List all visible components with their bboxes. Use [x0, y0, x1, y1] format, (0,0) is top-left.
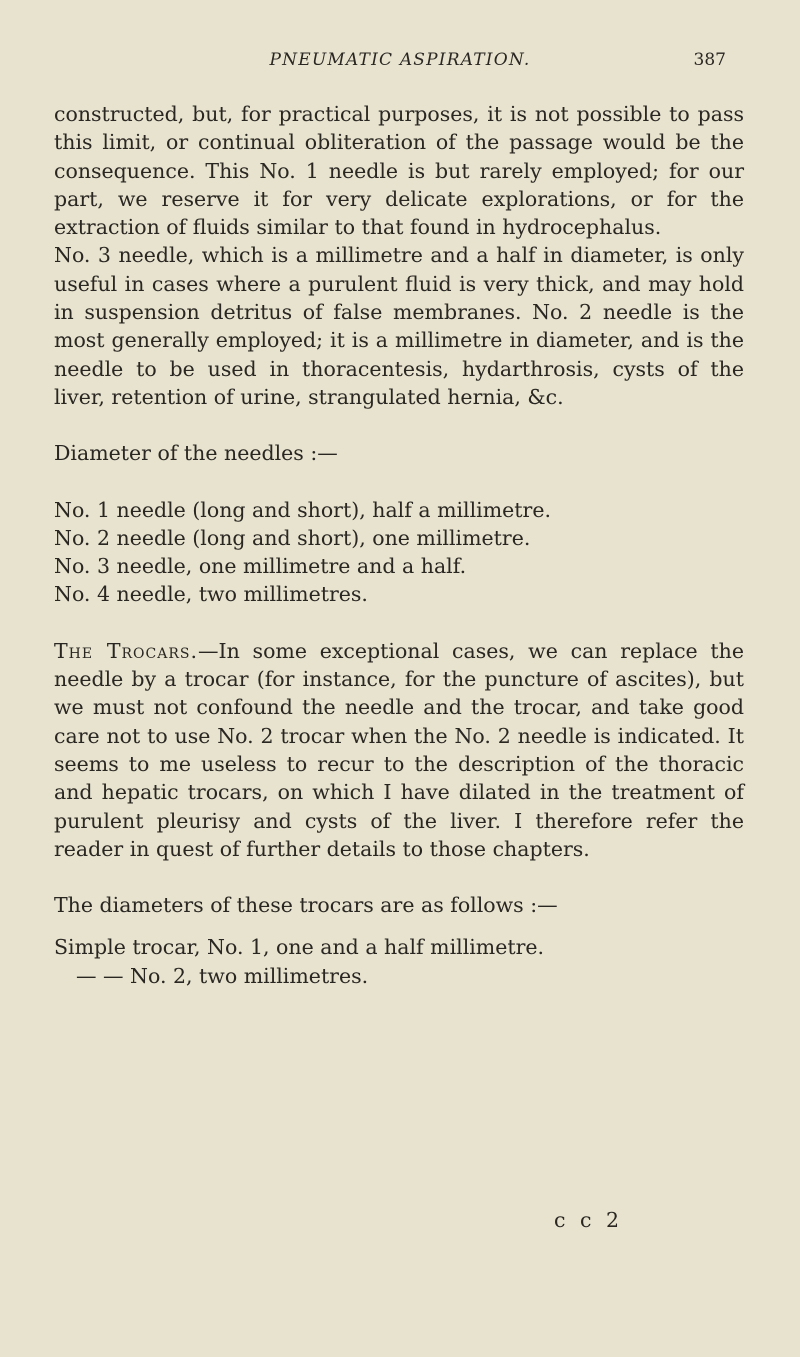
running-title: PNEUMATIC ASPIRATION.: [269, 50, 531, 70]
spacer: [54, 411, 744, 439]
body-text: [54, 100, 744, 990]
list-item: No. 1 needle (long and short), half a millimetre.: [54, 497, 551, 522]
signature-mark: c c 2: [554, 1208, 624, 1232]
list-item: No. 3 needle, one millimetre and a half.: [54, 554, 467, 579]
needles-intro: Diameter of the needles :—: [54, 441, 338, 466]
spacer: [54, 609, 744, 637]
spacer: [54, 468, 744, 496]
paragraph-1: constructed, but, for practical purposes, it is not possible to pass this limit, or continual obliteration of the passage would be the consequence. This No. 1 needle is but rarely employed; for our part, we reserve it for very delicate explorations, or for the extraction of fluids similar to that found in hydrocephalus.: [54, 102, 744, 240]
spacer: [54, 863, 744, 891]
list-item: — — No. 2, two millimetres.: [76, 963, 369, 988]
paragraph-2: No. 3 needle, which is a millimetre and a half in diameter, is only useful in cases where a purulent fluid is very thick, and may hold in suspension detritus of false membranes. No. 2 needle is the most generally employed; it is a millimetre in diameter, and is the needle to be used in thoracentesis, hydarthrosis, cysts of the liver, retention of urine, strangulated hernia, &c.: [54, 243, 744, 409]
spacer: [54, 919, 744, 933]
list-item: No. 4 needle, two millimetres.: [54, 582, 368, 607]
trocars-text: —In some exceptional cases, we can replace the needle by a trocar (for instance, for the puncture of ascites), but we must not confound the needle and the trocar, and take good care not to use No. 2 trocar when the No. 2 needle is indicated. It seems to me useless to recur to the description of the thoracic and hepatic trocars, on which I have dilated in the treatment of purulent pleurisy and cysts of the liver. I therefore refer the reader in quest of further details to those chapters.: [54, 638, 745, 861]
trocar-diameter-list: [54, 933, 744, 990]
trocar-diameters-intro: The diameters of these trocars are as follows :—: [54, 893, 558, 918]
list-item: Simple trocar, No. 1, one and a half millimetre.: [54, 935, 545, 960]
trocars-paragraph: [54, 637, 744, 863]
needle-diameter-list: [54, 496, 744, 609]
page-number: 387: [693, 50, 726, 70]
trocars-heading: The Trocars.: [54, 638, 199, 663]
list-item: No. 2 needle (long and short), one millimetre.: [54, 525, 531, 550]
page-header: [0, 50, 800, 78]
